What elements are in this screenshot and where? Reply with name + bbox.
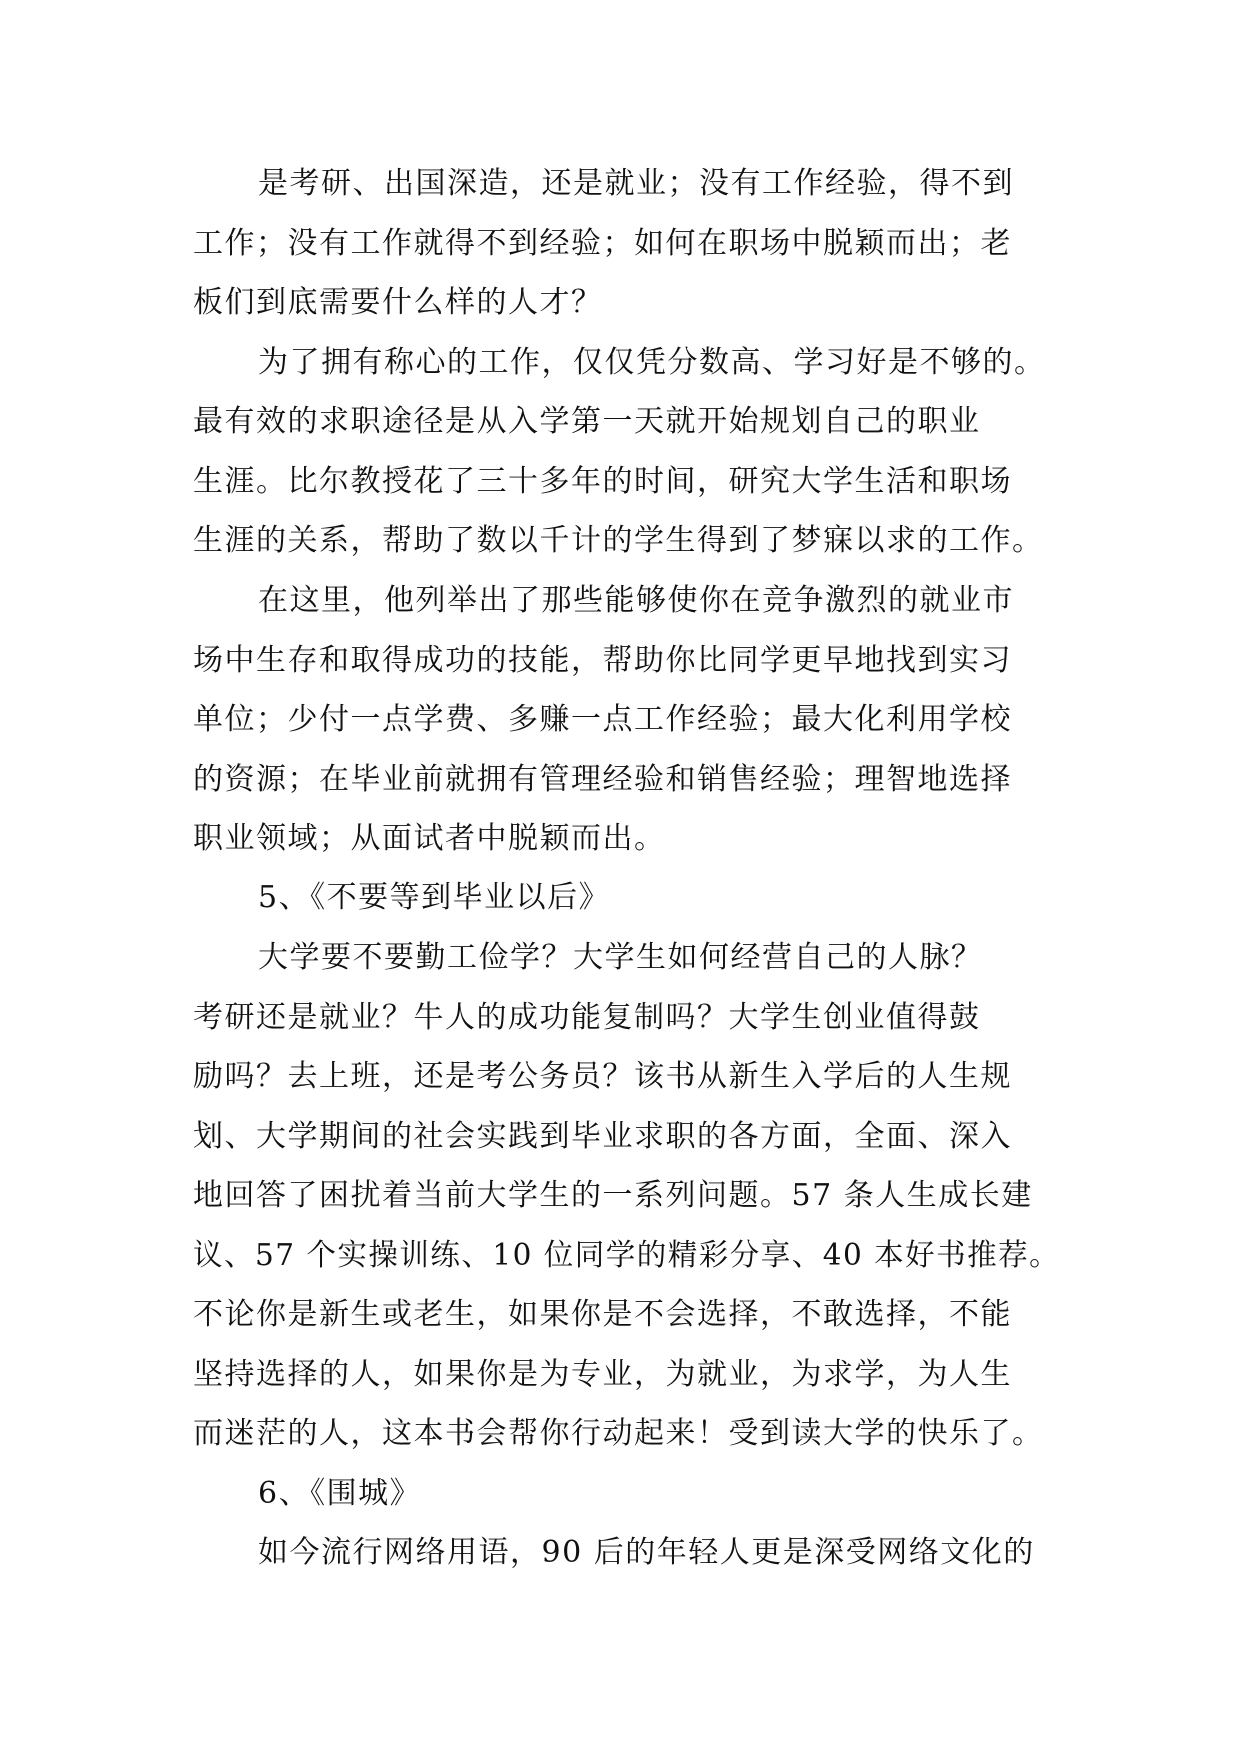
text-line: 生涯的关系，帮助了数以千计的学生得到了梦寐以求的工作。	[193, 523, 1044, 558]
text-line: 单位；少付一点学费、多赚一点工作经验；最大化利用学校	[193, 702, 1012, 737]
text-line: 为了拥有称心的工作，仅仅凭分数高、学习好是不够的。	[258, 345, 1046, 380]
text-line: 地回答了困扰着当前大学生的一系列问题。57 条人生成长建	[193, 1178, 1033, 1213]
text-line: 考研还是就业？牛人的成功能复制吗？大学生创业值得鼓	[193, 1000, 981, 1035]
text-line: 而迷茫的人，这本书会帮你行动起来！受到读大学的快乐了。	[193, 1416, 1044, 1451]
text-line: 划、大学期间的社会实践到毕业求职的各方面，全面、深入	[193, 1119, 1012, 1154]
text-line: 在这里，他列举出了那些能够使你在竞争激烈的就业市	[258, 583, 1014, 618]
text-line: 不论你是新生或老生，如果你是不会选择，不敢选择，不能	[193, 1297, 1012, 1332]
text-line: 励吗？去上班，还是考公务员？该书从新生入学后的人生规	[193, 1059, 1012, 1094]
text-line: 最有效的求职途径是从入学第一天就开始规划自己的职业	[193, 404, 981, 439]
text-line: 议、57 个实操训练、10 位同学的精彩分享、40 本好书推荐。	[193, 1238, 1061, 1273]
text-line: 的资源；在毕业前就拥有管理经验和销售经验；理智地选择	[193, 762, 1012, 797]
text-line: 工作；没有工作就得不到经验；如何在职场中脱颖而出；老	[193, 226, 1012, 261]
text-line: 如今流行网络用语，90 后的年轻人更是深受网络文化的	[258, 1535, 1035, 1570]
text-line: 职业领域；从面试者中脱颖而出。	[193, 821, 666, 856]
section-heading: 6、《围城》	[258, 1476, 422, 1511]
text-line: 是考研、出国深造，还是就业；没有工作经验，得不到	[258, 166, 1014, 201]
text-line: 场中生存和取得成功的技能，帮助你比同学更早地找到实习	[193, 643, 1012, 678]
text-line: 生涯。比尔教授花了三十多年的时间，研究大学生活和职场	[193, 464, 1012, 499]
section-heading: 5、《不要等到毕业以后》	[258, 880, 611, 915]
text-line: 坚持选择的人，如果你是为专业，为就业，为求学，为人生	[193, 1357, 1012, 1392]
text-line: 板们到底需要什么样的人才？	[193, 285, 603, 320]
text-line: 大学要不要勤工俭学？大学生如何经营自己的人脉？	[258, 940, 983, 975]
